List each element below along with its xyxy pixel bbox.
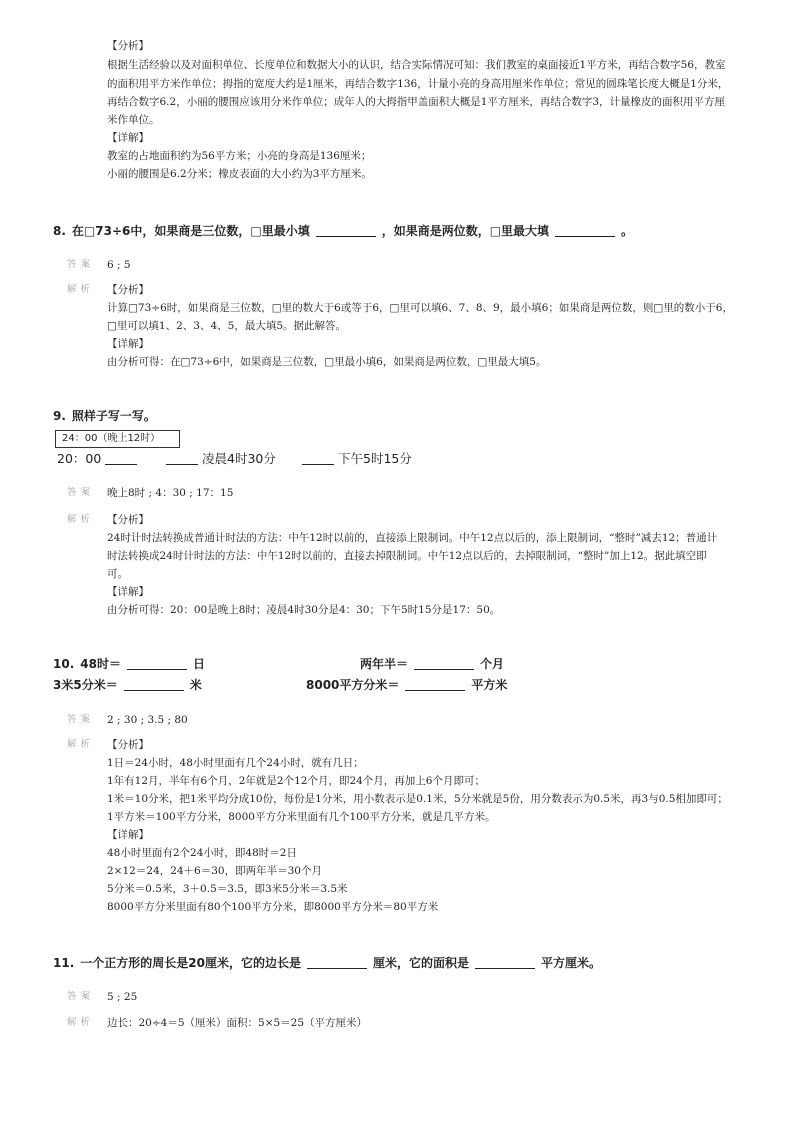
q9-answer-blank-1 [105, 453, 137, 465]
q8-stem-part-3: 。 [621, 224, 634, 238]
q9-answer-blank-2 [166, 453, 198, 465]
q8-detail-line-1: 由分析可得：在□73÷6中，如果商是三位数，□里最小填6，如果商是两位数，□里最大填5。 [107, 356, 547, 368]
q10-item-3-after: 米 [189, 678, 202, 692]
q10-analysis-line-1: 1日＝24小时，48小时里面有几个24小时，就有几日； [107, 757, 364, 769]
q10-item-4 [306, 676, 507, 694]
q9-example-text: 24：00（晚上12时） [62, 433, 161, 444]
q9-analysis-line-1: 24时计时法转换成普通计时法的方法：中午12时以前的，直接添上限制词。中午12点以后的，添上限制词，“整时”减去12；普通计 [107, 532, 718, 544]
q9-item-3-text: 下午5时15分 [338, 451, 412, 466]
q11-stem [53, 954, 601, 972]
q11-stem-part-2: 厘米，它的面积是 [372, 956, 469, 970]
q8-stem-part-2: ，如果商是两位数，□里最大填 [381, 224, 550, 238]
q11-stem-part-3: 平方厘米。 [540, 956, 601, 970]
q10-detail-line-4: 8000平方分米里面有80个100平方分米，即8000平方分米＝80平方米 [107, 901, 439, 913]
q8-detail-heading: 【详解】 [107, 338, 149, 350]
q10-item-4-before: 8000平方分米＝ [306, 678, 400, 692]
q9-detail-heading: 【详解】 [107, 586, 149, 598]
q9-item-1-text: 20：00 [57, 451, 102, 466]
q10-item-2 [360, 655, 504, 673]
q10-detail-line-2: 2×12＝24，24＋6＝30，即两年半＝30个月 [107, 865, 322, 877]
q7-analysis-line-4: 米作单位。 [107, 114, 160, 126]
q10-detail-line-1: 48小时里面有2个24小时，即48时＝2日 [107, 847, 297, 859]
q9-answer-label: 答案 [67, 487, 95, 498]
q10-item-1-before: 48时＝ [80, 657, 121, 671]
q10-answer-blank-2 [414, 658, 474, 670]
q9-analysis-heading: 【分析】 [107, 514, 149, 526]
q8-answer-blank-1 [316, 225, 376, 237]
q9-analysis-line-3: 可。 [107, 568, 128, 580]
q9-item-3 [298, 449, 412, 469]
q8-answer-label: 答案 [67, 259, 95, 270]
q9-item-1 [57, 449, 141, 469]
q8-number: 8. [53, 224, 66, 238]
q11-explain-label: 解析 [67, 1017, 95, 1028]
q8-explain-label: 解析 [67, 284, 95, 295]
q11-number: 11. [53, 956, 75, 970]
q11-stem-part-1: 一个正方形的周长是20厘米，它的边长是 [80, 956, 301, 970]
q9-stem-text: 照样子写一写。 [71, 409, 156, 423]
q10-answer-value: 2 ; 30 ; 3.5 ; 80 [107, 714, 188, 726]
q9-answer-blank-3 [302, 453, 334, 465]
q9-example-box [55, 430, 180, 448]
q10-explain-label: 解析 [67, 739, 95, 750]
q7-analysis-line-2: 的面积用平方米作单位；拇指的宽度大约是1厘米，再结合数字136，计量小亮的身高用厘米作单位；常见的圆珠笔长度大概是1分米， [107, 78, 729, 90]
q9-stem [53, 407, 156, 425]
q9-answer-value: 晚上8时 ; 4：30 ; 17：15 [107, 487, 234, 499]
q8-stem [53, 222, 633, 240]
q8-analysis-heading: 【分析】 [107, 284, 149, 296]
q10-item-2-after: 个月 [480, 657, 505, 671]
q9-number: 9. [53, 409, 66, 423]
q10-answer-blank-1 [127, 658, 187, 670]
q10-detail-heading: 【详解】 [107, 829, 149, 841]
q7-analysis-heading: 【分析】 [107, 40, 149, 52]
q10-item-2-before: 两年半＝ [360, 657, 409, 671]
q11-answer-value: 5 ; 25 [107, 991, 138, 1003]
q10-item-4-after: 平方米 [471, 678, 508, 692]
q11-answer-blank-1 [307, 957, 367, 969]
q11-answer-label: 答案 [67, 991, 95, 1002]
q9-detail-line-1: 由分析可得：20：00是晚上8时；凌晨4时30分是4：30；下午5时15分是17：50。 [107, 604, 501, 616]
q8-answer-value: 6 ; 5 [107, 259, 131, 271]
q11-explanation: 边长：20÷4＝5（厘米）面积：5×5＝25（平方厘米） [107, 1017, 368, 1029]
q11-answer-blank-2 [475, 957, 535, 969]
q7-analysis-line-3: 再结合数字6.2，小丽的腰围应该用分米作单位；成年人的大拇指甲盖面积大概是1平方厘米，再结合数字3，计量橡皮的面积用平方厘 [107, 96, 726, 108]
q10-number: 10. [53, 657, 75, 671]
q10-analysis-line-4: 1平方米＝100平方分米，8000平方分米里面有几个100平方分米，就是几平方米。 [107, 811, 496, 823]
q7-detail-line-2: 小丽的腰围是6.2分米；橡皮表面的大小约为3平方厘米。 [107, 168, 372, 180]
q9-explain-label: 解析 [67, 514, 95, 525]
q10-answer-blank-4 [405, 679, 465, 691]
q8-analysis-line-1: 计算□73÷6时，如果商是三位数，□里的数大于6或等于6，□里可以填6、7、8、9，最小填6；如果商是两位数，则□里的数小于6， [107, 302, 733, 314]
q10-answer-label: 答案 [67, 714, 95, 725]
q8-analysis-line-2: □里可以填1、2、3、4、5，最大填5。据此解答。 [107, 320, 347, 332]
q7-detail-line-1: 教室的占地面积约为56平方米；小亮的身高是136厘米； [107, 150, 372, 162]
q8-stem-part-1: 在□73÷6中，如果商是三位数，□里最小填 [71, 224, 310, 238]
q10-answer-blank-3 [124, 679, 184, 691]
q10-item-3-before: 3米5分米＝ [53, 678, 118, 692]
q10-analysis-heading: 【分析】 [107, 739, 149, 751]
q10-analysis-line-2: 1年有12月，半年有6个月，2年就是2个12个月，即24个月，再加上6个月即可； [107, 775, 485, 787]
q10-item-3 [53, 676, 202, 694]
q7-analysis-line-1: 根据生活经验以及对面积单位、长度单位和数据大小的认识，结合实际情况可知：我们教室的桌面接近1平方米，再结合数字56，教室 [107, 59, 726, 71]
q10-detail-line-3: 5分米＝0.5米，3＋0.5＝3.5，即3米5分米＝3.5米 [107, 883, 348, 895]
q10-item-1-after: 日 [192, 657, 205, 671]
q7-detail-heading: 【详解】 [107, 132, 149, 144]
q9-item-2-text: 凌晨4时30分 [202, 451, 276, 466]
q10-analysis-line-3: 1米＝10分米，把1米平均分成10份，每份是1分米，用小数表示是0.1米，5分米就是5份，用分数表示为0.5米，再3与0.5相加即可； [107, 793, 728, 805]
q9-analysis-line-2: 时法转换成24时计时法的方法：中午12时以前的，直接去掉限制词。中午12点以后的，去掉限制词，“整时”加上12。据此填空即 [107, 550, 707, 562]
q9-item-2 [162, 449, 276, 469]
q10-item-1 [53, 655, 205, 673]
q8-answer-blank-2 [555, 225, 615, 237]
